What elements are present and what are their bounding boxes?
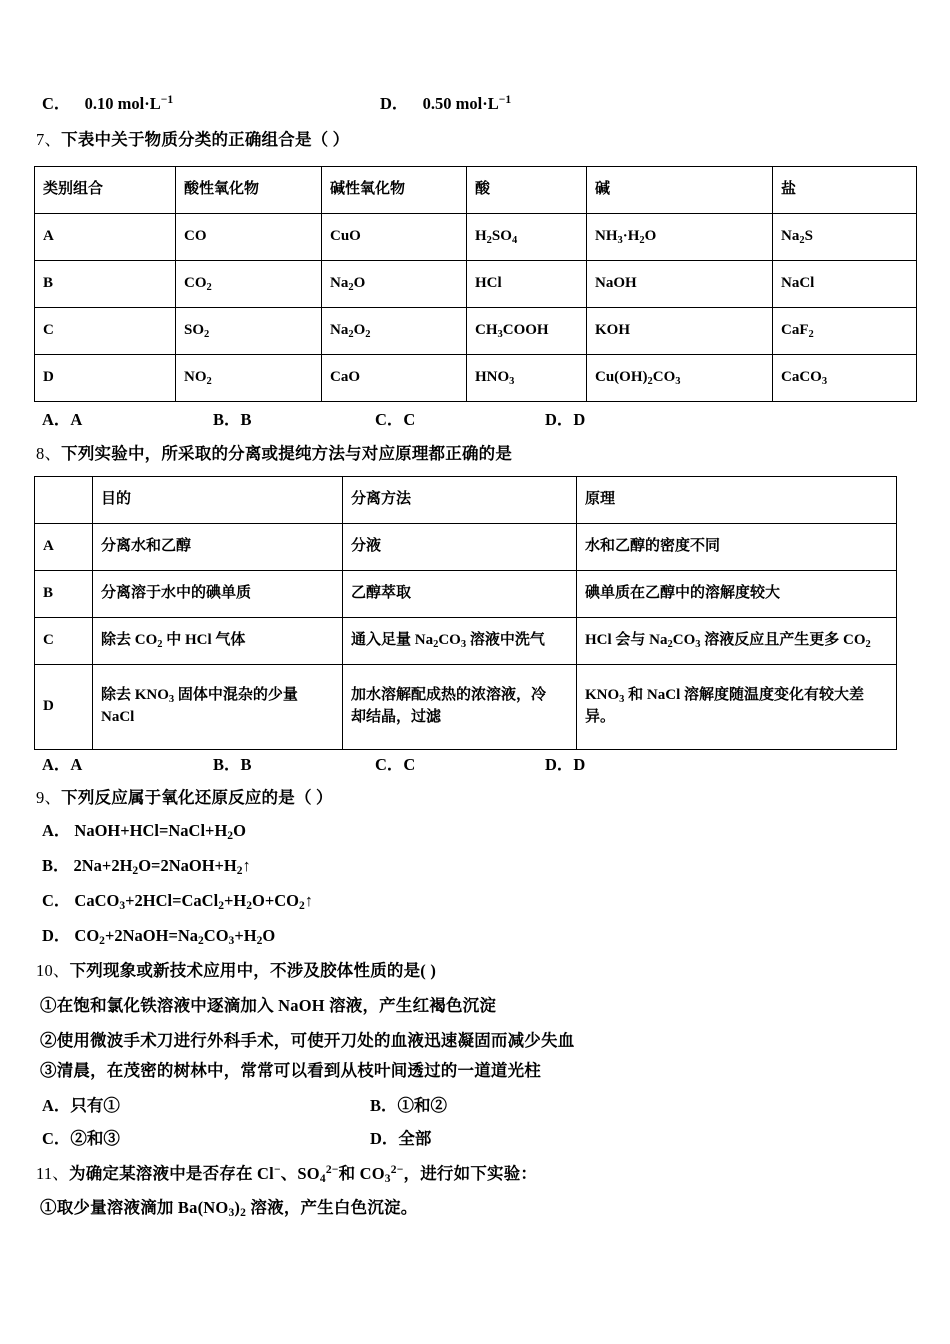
cell-combo: A — [35, 214, 176, 261]
header-cell-principle: 原理 — [577, 477, 897, 524]
q9-option-c: C． $CaCO_3+2HCl=CaCl_2+H_2O+CO_2↑$ — [42, 891, 314, 913]
table-row — [35, 355, 917, 402]
header-cell-method: 分离方法 — [343, 477, 577, 524]
table-row — [35, 571, 897, 618]
cell-combo: B — [35, 261, 176, 308]
cell-acid: $H_2SO_4$ — [467, 214, 587, 261]
cell-acid-oxide: $SO_2$ — [176, 308, 322, 355]
table-row — [35, 214, 917, 261]
question-10-number: 10、 — [36, 961, 70, 980]
question-8-stem-text: 下列实验中，所采取的分离或提纯方法与对应原理都正确的是 — [61, 444, 513, 463]
cell-principle: HCl 会与 $Na_2CO_3$ 溶液反应且产生更多 $CO_2$ — [577, 618, 897, 665]
cell-base: $Cu(OH)_2CO_3$ — [587, 355, 773, 402]
cell-label: B — [35, 571, 93, 618]
cell-label: A — [35, 524, 93, 571]
cell-label: D — [35, 665, 93, 750]
header-cell-salt: 盐 — [773, 167, 917, 214]
table-header-row — [35, 477, 897, 524]
cell-acid-oxide: $NO_2$ — [176, 355, 322, 402]
cell-acid-oxide: CO — [176, 214, 322, 261]
option-d-continued — [380, 95, 511, 112]
cell-base: KOH — [587, 308, 773, 355]
q10-option-d: D．全部 — [370, 1129, 432, 1148]
option-c-text: 0.10 mol·L — [84, 93, 161, 113]
q11-step-1: ①取少量溶液滴加 $Ba(NO_3)_2$ 溶液，产生白色沉淀。 — [40, 1198, 418, 1220]
classification-table — [34, 166, 917, 402]
header-cell-acid: 酸 — [467, 167, 587, 214]
q10-option-c: C．②和③ — [42, 1129, 120, 1148]
q8-option-a: A．A — [42, 755, 83, 774]
option-c-superscript: −1 — [160, 94, 174, 106]
separation-table — [34, 476, 897, 750]
cell-base: $NH_3\cdot H_2O$ — [587, 214, 773, 261]
q7-option-c: C．C — [375, 410, 416, 429]
cell-method: 加水溶解配成热的浓溶液，冷 却结晶，过滤 — [343, 665, 577, 750]
header-cell-base-oxide: 碱性氧化物 — [322, 167, 467, 214]
table-row — [35, 665, 897, 750]
q10-option-b: B．①和② — [370, 1096, 448, 1115]
q9-option-a: A． $NaOH+HCl=NaCl+H_2O$ — [42, 821, 246, 843]
cell-method: 通入足量 $Na_2CO_3$ 溶液中洗气 — [343, 618, 577, 665]
cell-principle: $KNO_3$ 和 NaCl 溶解度随温度变化有较大差 异。 — [577, 665, 897, 750]
table-row — [35, 308, 917, 355]
cell-salt: CaF$_2$ — [773, 308, 917, 355]
header-cell-purpose: 目的 — [93, 477, 343, 524]
q7-option-b: B．B — [213, 410, 252, 429]
cell-acid: $CH_3COOH$ — [467, 308, 587, 355]
q8-option-b: B．B — [213, 755, 252, 774]
q10-option-a: A．只有① — [42, 1096, 120, 1115]
table-header-row — [35, 167, 917, 214]
cell-salt: $Na_2S$ — [773, 214, 917, 261]
option-c-continued — [42, 95, 173, 112]
question-10-stem — [36, 963, 436, 980]
header-cell-acid-oxide: 酸性氧化物 — [176, 167, 322, 214]
cell-principle: 水和乙醇的密度不同 — [577, 524, 897, 571]
question-7-stem-text: 下表中关于物质分类的正确组合是（ ） — [61, 130, 350, 149]
cell-salt: CaCO$_3$ — [773, 355, 917, 402]
question-9-stem — [36, 790, 333, 807]
cell-acid-oxide: $CO_2$ — [176, 261, 322, 308]
cell-salt: NaCl — [773, 261, 917, 308]
header-cell-base: 碱 — [587, 167, 773, 214]
question-9-number: 9、 — [36, 788, 62, 807]
question-8-stem — [36, 446, 512, 463]
cell-purpose: 除去 $KNO_3$ 固体中混杂的少量 NaCl — [93, 665, 343, 750]
cell-acid: $HNO_3$ — [467, 355, 587, 402]
q10-statement-3: ③清晨，在茂密的树林中，常常可以看到从枝叶间透过的一道道光柱 — [40, 1061, 541, 1080]
cell-purpose: 分离水和乙醇 — [93, 524, 343, 571]
cell-base-oxide: CuO — [322, 214, 467, 261]
cell-base-oxide: $Na_2O_2$ — [322, 308, 467, 355]
q8-option-c: C．C — [375, 755, 416, 774]
cell-principle: 碘单质在乙醇中的溶解度较大 — [577, 571, 897, 618]
q9-option-b: B． $2Na+2H_2O=2NaOH+H_2↑$ — [42, 856, 251, 878]
table-row — [35, 524, 897, 571]
table-row — [35, 261, 917, 308]
question-10-stem-text: 下列现象或新技术应用中，不涉及胶体性质的是( ) — [69, 961, 437, 980]
cell-method: 分液 — [343, 524, 577, 571]
question-9-stem-text: 下列反应属于氧化还原反应的是（ ） — [61, 788, 333, 807]
q9-option-d: D． $CO_2+2NaOH=Na_2CO_3+H_2O$ — [42, 926, 276, 948]
cell-base-oxide: $Na_2O$ — [322, 261, 467, 308]
table-row — [35, 618, 897, 665]
cell-purpose: 分离溶于水中的碘单质 — [93, 571, 343, 618]
cell-method: 乙醇萃取 — [343, 571, 577, 618]
q8-option-d: D．D — [545, 755, 586, 774]
question-8-number: 8、 — [36, 444, 62, 463]
cell-combo: D — [35, 355, 176, 402]
header-cell-combo: 类别组合 — [35, 167, 176, 214]
header-cell-blank — [35, 477, 93, 524]
q10-statement-2: ②使用微波手术刀进行外科手术，可使开刀处的血液迅速凝固而减少失血 — [40, 1031, 575, 1050]
cell-combo: C — [35, 308, 176, 355]
cell-purpose: 除去 $CO_2$ 中 HCl 气体 — [93, 618, 343, 665]
question-7-stem — [36, 132, 349, 149]
cell-acid: HCl — [467, 261, 587, 308]
question-7-number: 7、 — [36, 130, 62, 149]
option-d-superscript: −1 — [498, 94, 512, 106]
q10-statement-1: ①在饱和氯化铁溶液中逐滴加入 NaOH 溶液，产生红褐色沉淀 — [40, 996, 497, 1015]
q7-option-a: A．A — [42, 410, 83, 429]
option-d-label: D． — [380, 93, 409, 113]
question-11-stem: 11、为确定某溶液中是否存在 Cl−、$SO_4^{2-}$和 $CO_3^{2-}$，进行如下实验： — [36, 1163, 538, 1185]
cell-base-oxide: CaO — [322, 355, 467, 402]
option-c-label: C． — [42, 93, 71, 113]
q7-option-d: D．D — [545, 410, 586, 429]
cell-base: NaOH — [587, 261, 773, 308]
option-d-text: 0.50 mol·L — [422, 93, 499, 113]
question-11-number: 11、 — [36, 1163, 69, 1183]
cell-label: C — [35, 618, 93, 665]
